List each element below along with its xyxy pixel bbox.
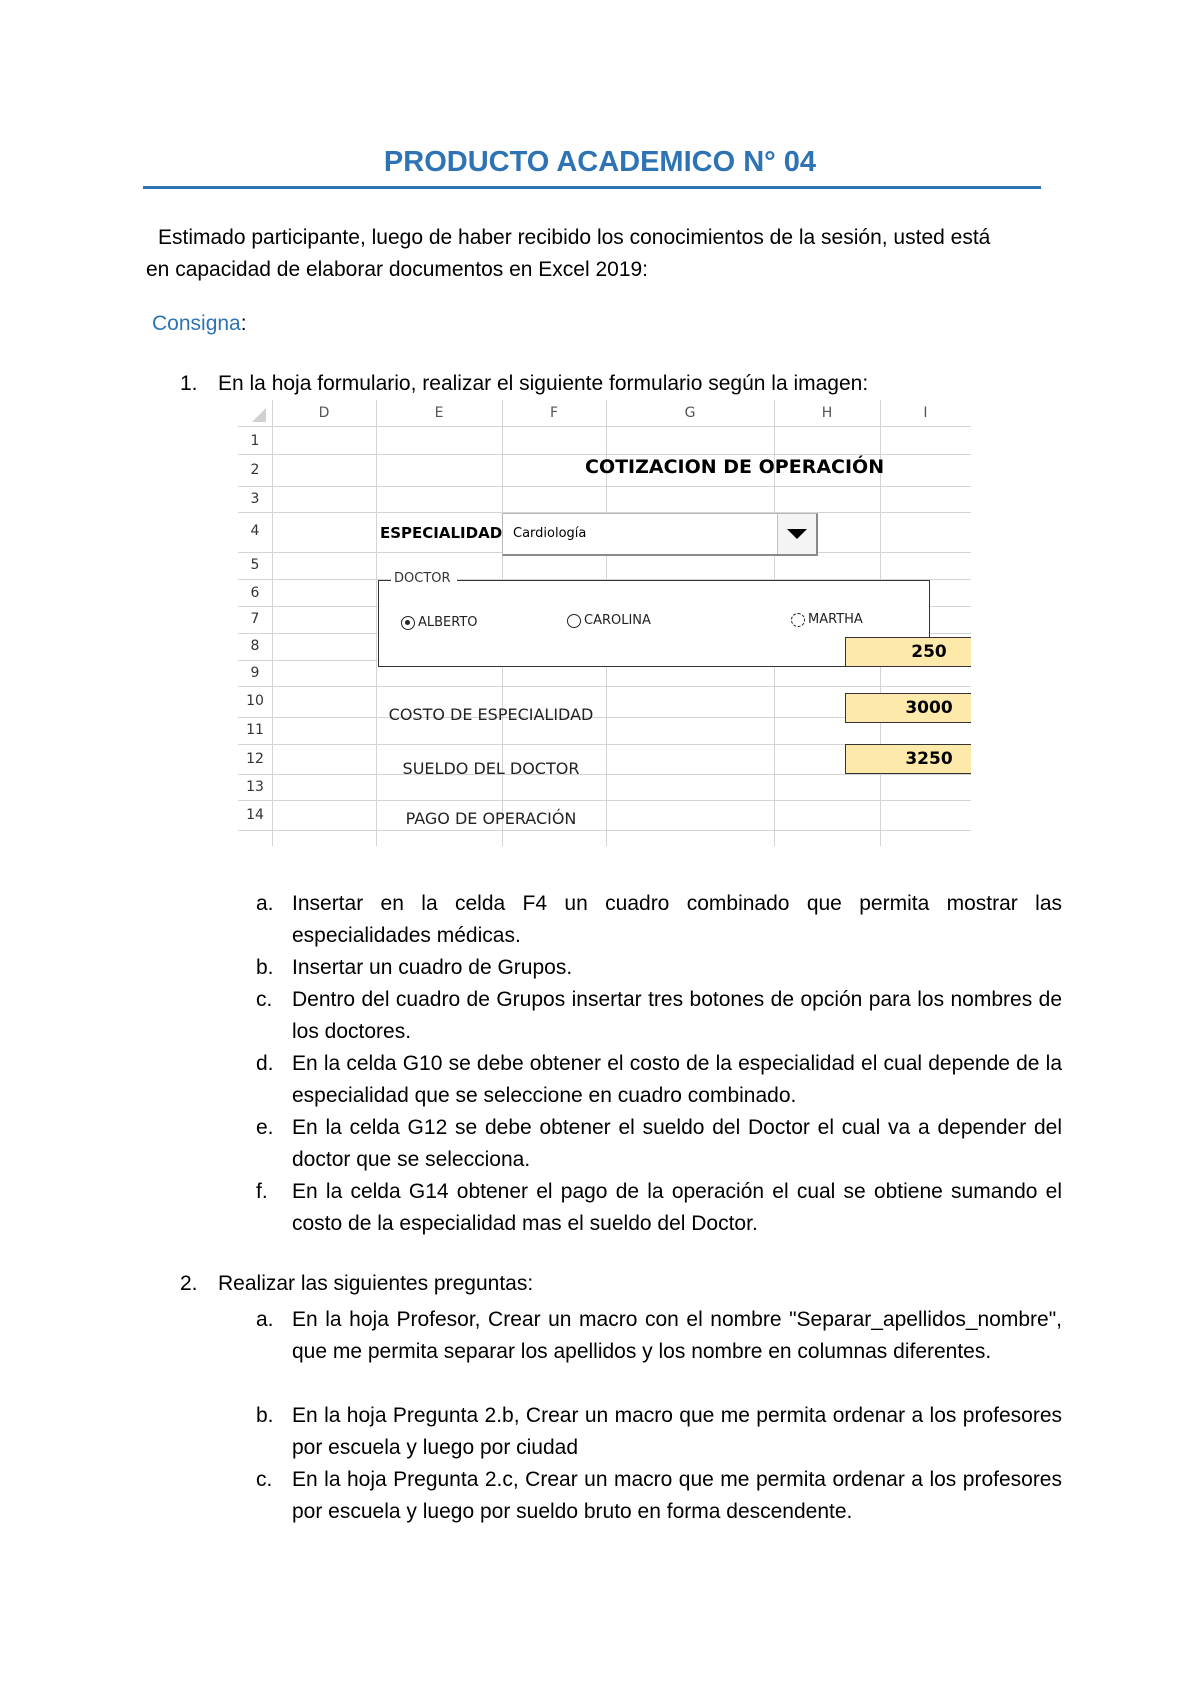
row-header-9: 9 [250, 665, 260, 681]
q1-item-d [256, 1048, 1062, 1112]
option-alberto[interactable] [401, 615, 478, 630]
document-title: PRODUCTO ACADEMICO N° 04 [383, 146, 817, 178]
question-2-number: 2. [180, 1272, 198, 1295]
item-letter: c. [256, 988, 273, 1011]
gridline-v [376, 400, 377, 846]
option-martha-label: MARTHA [808, 612, 863, 627]
row-header-11: 11 [246, 722, 264, 738]
chevron-down-icon [787, 529, 807, 539]
gridline-h [238, 800, 971, 801]
consigna-label: Consigna [152, 312, 241, 335]
option-carolina-label: CAROLINA [584, 613, 651, 628]
sueldo-label: SUELDO DEL DOCTOR [402, 759, 580, 778]
pago-label: PAGO DE OPERACIÓN [405, 809, 577, 828]
option-alberto-label: ALBERTO [418, 615, 478, 630]
q1-item-e [256, 1112, 1062, 1176]
q1-item-a [256, 888, 1062, 952]
q1-item-f [256, 1176, 1062, 1240]
item-text: En la hoja Profesor, Crear un macro con el nombre "Separar_apellidos_nombre", que me permita separar los apellidos y los nombre en columnas diferentes. [292, 1308, 1062, 1363]
column-header-f: F [549, 405, 559, 421]
pago-value-cell[interactable]: 3250 [845, 744, 971, 774]
radio-focused-icon [791, 613, 805, 627]
option-martha[interactable] [791, 612, 863, 627]
gridline-h [238, 454, 971, 455]
item-text: En la celda G12 se debe obtener el sueldo del Doctor el cual va a depender del doctor que se selecciona. [292, 1116, 1062, 1171]
consigna-heading [152, 312, 247, 336]
sueldo-value-cell[interactable]: 3000 [845, 693, 971, 723]
column-header-g: G [684, 405, 696, 421]
item-text: En la celda G10 se debe obtener el costo de la especialidad el cual depende de la especialidad que se seleccione en cuadro combinado. [292, 1052, 1062, 1107]
group-box-label: DOCTOR [391, 571, 457, 586]
item-letter: f. [256, 1180, 268, 1203]
q2-item-a [256, 1304, 1062, 1368]
intro-line-2: en capacidad de elaborar documentos en Excel 2019: [146, 258, 649, 281]
item-text: En la hoja Pregunta 2.c, Crear un macro que me permita ordenar a los profesores por escuela y luego por sueldo bruto en forma descendente. [292, 1468, 1062, 1523]
title-underline [143, 186, 1041, 189]
option-carolina[interactable] [567, 613, 651, 628]
select-all-corner [252, 408, 266, 422]
item-letter: b. [256, 1404, 274, 1427]
intro-line-1: Estimado participante, luego de haber recibido los conocimientos de la sesión, usted está [158, 226, 991, 249]
item-text: En la celda G14 obtener el pago de la operación el cual se obtiene sumando el costo de la especialidad mas el sueldo del Doctor. [292, 1180, 1062, 1235]
q1-item-b [256, 952, 1062, 984]
especialidad-combobox[interactable] [502, 513, 818, 556]
costo-value-cell[interactable]: 250 [845, 637, 971, 667]
item-letter: c. [256, 1468, 273, 1491]
row-header-1: 1 [250, 433, 260, 449]
item-text: Insertar en la celda F4 un cuadro combinado que permita mostrar las especialidades médicas. [292, 892, 1062, 947]
column-header-i: I [923, 405, 928, 421]
item-letter: a. [256, 892, 274, 915]
radio-unselected-icon [567, 614, 581, 628]
question-1 [180, 372, 868, 396]
row-header-8: 8 [250, 638, 260, 654]
spreadsheet-figure [238, 400, 971, 846]
gridline-h [238, 486, 971, 487]
gridline-h [238, 426, 971, 427]
item-letter: b. [256, 956, 274, 979]
item-letter: e. [256, 1116, 274, 1139]
combobox-dropdown-button[interactable] [777, 514, 816, 554]
sheet-title: COTIZACION DE OPERACIÓN [585, 456, 885, 478]
item-text: Dentro del cuadro de Grupos insertar tres botones de opción para los nombres de los doctores. [292, 988, 1062, 1043]
item-letter: d. [256, 1052, 274, 1075]
intro-paragraph [146, 222, 1046, 286]
item-text: Insertar un cuadro de Grupos. [292, 956, 573, 979]
question-1-text: En la hoja formulario, realizar el siguiente formulario según la imagen: [218, 372, 869, 395]
question-2 [180, 1272, 533, 1296]
row-header-7: 7 [250, 611, 260, 627]
q2-item-c [256, 1464, 1062, 1528]
question-1-number: 1. [180, 372, 198, 395]
column-header-h: H [821, 405, 833, 421]
row-header-5: 5 [250, 557, 260, 573]
row-header-12: 12 [246, 751, 264, 767]
item-text: En la hoja Pregunta 2.b, Crear un macro que me permita ordenar a los profesores por escuela y luego por ciudad [292, 1404, 1062, 1459]
q2-item-b [256, 1400, 1062, 1464]
row-header-14: 14 [246, 807, 264, 823]
row-header-3: 3 [250, 491, 260, 507]
row-header-2: 2 [250, 462, 260, 478]
row-header-4: 4 [250, 523, 260, 539]
gridline-h [238, 686, 971, 687]
costo-label: COSTO DE ESPECIALIDAD [388, 705, 594, 724]
consigna-colon: : [240, 312, 247, 335]
especialidad-label: ESPECIALIDAD [380, 524, 503, 542]
gridline-v [272, 400, 273, 846]
q1-item-c [256, 984, 1062, 1048]
item-letter: a. [256, 1308, 274, 1331]
column-header-e: E [434, 405, 444, 421]
gridline-h [238, 830, 971, 831]
row-header-13: 13 [246, 779, 264, 795]
radio-selected-icon [401, 616, 415, 630]
column-header-d: D [318, 405, 330, 421]
question-2-text: Realizar las siguientes preguntas: [218, 1272, 534, 1295]
row-header-6: 6 [250, 585, 260, 601]
especialidad-selected-value: Cardiología [513, 526, 587, 541]
row-header-10: 10 [246, 693, 264, 709]
